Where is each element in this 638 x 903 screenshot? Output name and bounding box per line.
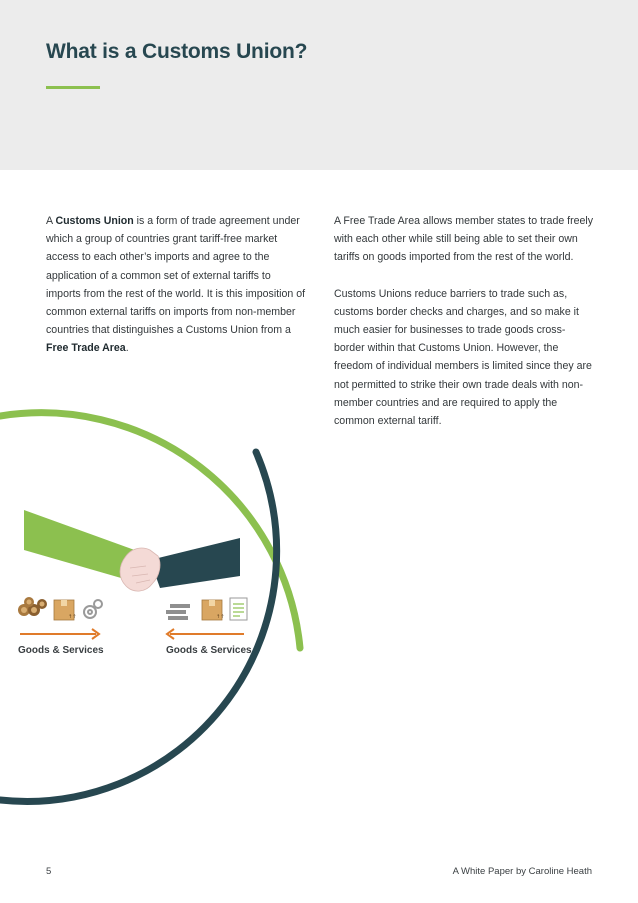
arrow-right-icon (20, 629, 99, 639)
logs-icon (18, 597, 47, 616)
bold-term-free-trade-area: Free Trade Area (46, 342, 126, 355)
arrow-left-icon (167, 629, 244, 639)
text-segment: . (125, 342, 129, 355)
svg-text:↑↑: ↑↑ (216, 614, 225, 620)
right-column (334, 212, 596, 430)
title-underline (46, 86, 100, 89)
goods-services-label-right: Goods & Services (166, 645, 252, 656)
document-icon (230, 598, 247, 620)
bold-term-customs-union: Customs Union (55, 215, 134, 227)
box-icon (54, 600, 76, 620)
page-number: 5 (46, 866, 52, 877)
handshake-illustration (0, 380, 320, 840)
box-icon (202, 600, 224, 620)
right-paragraph-2: Customs Unions reduce barriers to trade such as, customs border checks and charges, and so make it much easier for businesses to trade goods cross-border within that Customs Union. However, the freedom of individual members is limited since they are not permitted to strike their own trade deals with non-member countries and are required to apply the common external tariff. (334, 287, 592, 428)
footer-credit: A White Paper by Caroline Heath (452, 866, 592, 877)
goods-services-label-left: Goods & Services (18, 645, 104, 656)
dark-sleeve (150, 538, 240, 588)
steel-beams-icon (166, 604, 190, 620)
text-segment: A (46, 215, 56, 227)
left-paragraph (46, 212, 308, 358)
right-paragraph-1: A Free Trade Area allows member states to trade freely with each other while still being able to set their own tariffs on goods imported from the rest of the world. (334, 215, 594, 264)
gears-icon (84, 600, 102, 618)
svg-text:↑↑: ↑↑ (68, 614, 77, 620)
left-column (46, 212, 308, 358)
page-title: What is a Customs Union? (46, 40, 308, 63)
text-segment: is a form of trade agreement under which a group of countries grant tariff-free market access to each other’s imports and agree to the application of a common set of external tariffs to imports from the rest of the world. It is this imposition of common external tariffs on imports from non-member countries that distinguishes a Customs Union from a (46, 215, 306, 337)
header-band (0, 0, 638, 170)
